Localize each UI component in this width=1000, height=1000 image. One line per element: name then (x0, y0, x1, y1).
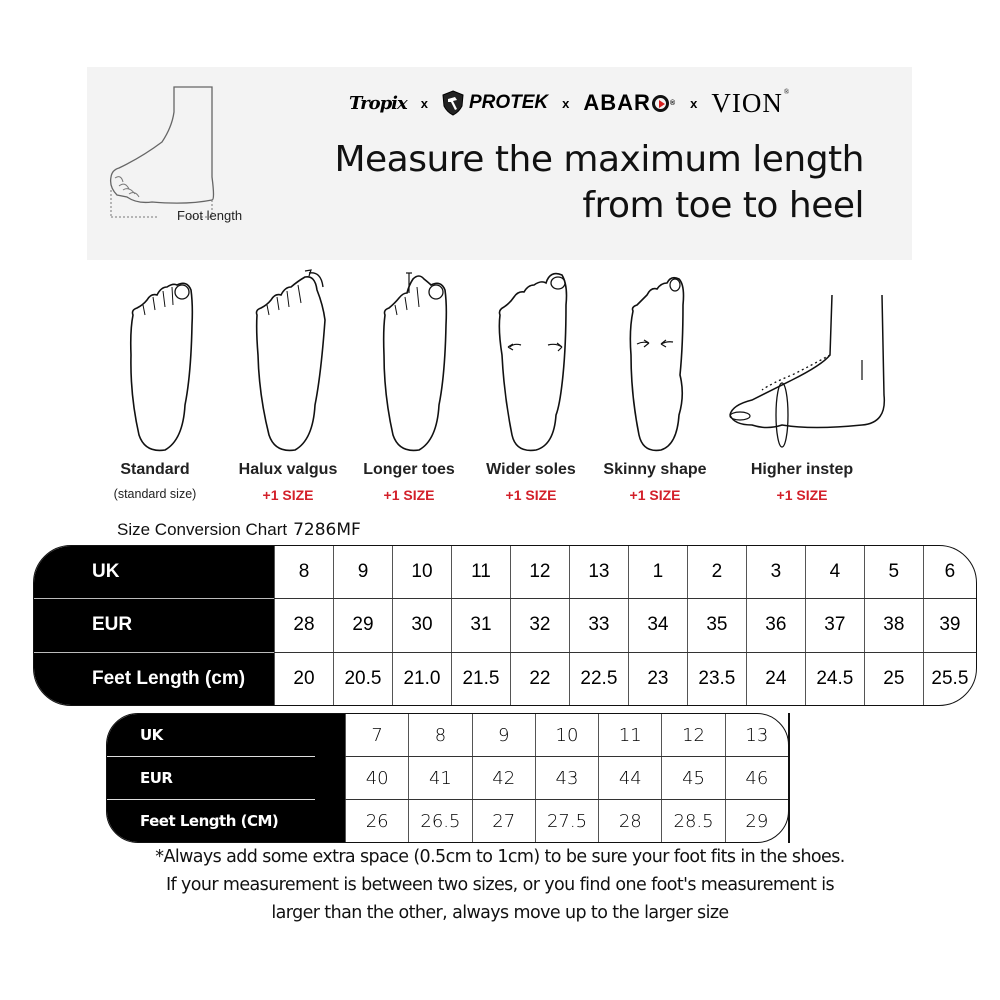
foot-standard-icon (115, 265, 195, 455)
table-cell: 28 (598, 800, 661, 842)
table-row-length (274, 653, 976, 705)
table-cell: 8 (274, 546, 333, 598)
table-cell: 24 (746, 653, 805, 705)
table-cell: 9 (333, 546, 392, 598)
table-cell: 27.5 (535, 800, 598, 842)
table-cell: 12 (661, 714, 724, 756)
headline-line-2: from toe to heel (582, 185, 864, 226)
table-cell: 45 (661, 757, 724, 799)
table-cell: 1 (628, 546, 687, 598)
table-cell: 3 (746, 546, 805, 598)
table-cell: 21.5 (451, 653, 510, 705)
table-cell: 43 (535, 757, 598, 799)
row-header-length: Feet Length (cm) (92, 667, 246, 689)
foot-type-name: Standard (120, 461, 190, 478)
table-cell: 2 (687, 546, 746, 598)
foot-type-note: +1 SIZE (262, 487, 314, 503)
play-icon (652, 95, 669, 112)
foot-type-note: (standard size) (113, 487, 197, 501)
table-cell: 26 (345, 800, 408, 842)
brand-separator: x (420, 95, 428, 111)
table-cell: 4 (805, 546, 864, 598)
foot-type-standard (100, 265, 210, 501)
table-cell: 22 (510, 653, 569, 705)
foot-type-halux-valgus (228, 265, 348, 503)
row-header-eur: EUR (34, 599, 274, 652)
foot-type-name: Higher instep (750, 461, 854, 478)
note-line-2: If your measurement is between two sizes, or you find one foot's measurement is (165, 875, 835, 895)
table-cell: 44 (598, 757, 661, 799)
foot-halux-valgus-icon (243, 265, 333, 455)
table-cell: 23.5 (687, 653, 746, 705)
table-cell: 10 (535, 714, 598, 756)
row-header-uk: UK (107, 714, 315, 757)
table-cell: 20 (274, 653, 333, 705)
table-cell: 26.5 (408, 800, 471, 842)
table-cell: 28.5 (661, 800, 724, 842)
brand-vion-logo: VION® (711, 87, 791, 118)
table-cell: 30 (392, 599, 451, 651)
table-row-eur (274, 599, 976, 652)
brand-separator: x (562, 95, 570, 111)
table-row-headers (34, 546, 274, 705)
table-cell: 36 (746, 599, 805, 651)
table-cell: 40 (345, 757, 408, 799)
brand-protek-logo (442, 90, 548, 116)
note-line-1: *Always add some extra space (0.5cm to 1cm) to be sure your foot fits in the shoes. (155, 847, 845, 867)
table-cell: 20.5 (333, 653, 392, 705)
table-cell: 11 (598, 714, 661, 756)
table-row-eur (345, 757, 788, 800)
table-body (345, 714, 788, 842)
foot-wider-soles-icon (486, 265, 576, 455)
table-cell: 41 (408, 757, 471, 799)
model-code: 7286MF (293, 520, 361, 540)
table-row-length (345, 800, 788, 842)
table-cell: 9 (472, 714, 535, 756)
table-cell: 29 (333, 599, 392, 651)
table-cell: 27 (472, 800, 535, 842)
table-cell: 29 (725, 800, 788, 842)
chart-title-text: Size Conversion Chart (117, 520, 288, 539)
row-header-uk: UK (34, 546, 274, 599)
table-cell: 32 (510, 599, 569, 651)
foot-longer-toes-icon (369, 265, 449, 455)
table-cell: 23 (628, 653, 687, 705)
foot-length-label: Foot length (177, 208, 243, 223)
size-table-adult (106, 713, 789, 843)
foot-type-name: Halux valgus (238, 461, 338, 478)
table-cell: 6 (923, 546, 976, 598)
table-cell: 25 (864, 653, 923, 705)
brand-abaro-logo: ABAR ® (583, 90, 677, 115)
table-cell: 37 (805, 599, 864, 651)
table-row-headers (107, 714, 345, 842)
foot-type-note: +1 SIZE (776, 487, 828, 503)
foot-type-wider-soles (472, 265, 590, 503)
table-cell: 28 (274, 599, 333, 651)
foot-type-name: Longer toes (363, 461, 455, 478)
table-cell: 21.0 (392, 653, 451, 705)
table-cell: 31 (451, 599, 510, 651)
table-cell: 34 (628, 599, 687, 651)
table-cell: 38 (864, 599, 923, 651)
brand-abaro-text: ABAR (583, 90, 651, 115)
shield-hammer-icon (442, 90, 464, 116)
foot-type-higher-instep (712, 265, 892, 503)
table-cell: 22.5 (569, 653, 628, 705)
size-table-kids (33, 545, 977, 706)
headline-line-1: Measure the maximum length (334, 139, 864, 180)
table-cell: 24.5 (805, 653, 864, 705)
brand-logos (349, 81, 889, 125)
foot-type-name: Skinny shape (603, 461, 707, 478)
foot-higher-instep-icon (712, 265, 892, 455)
header-panel (87, 67, 912, 260)
brand-protek-text: PROTEK (468, 92, 549, 113)
sizing-notes (40, 843, 960, 927)
table-cell: 33 (569, 599, 628, 651)
table-cell: 13 (569, 546, 628, 598)
row-header-eur: EUR (107, 757, 315, 800)
table-cell: 8 (408, 714, 471, 756)
foot-skinny-shape-icon (615, 265, 695, 455)
note-line-3: larger than the other, always move up to the larger size (271, 903, 729, 923)
table-cell: 10 (392, 546, 451, 598)
brand-tropix-logo: Tropix (349, 92, 407, 114)
foot-type-skinny-shape (592, 265, 718, 503)
foot-type-note: +1 SIZE (383, 487, 435, 503)
row-header-length: Feet Length (CM) (140, 812, 279, 830)
table-cell: 42 (472, 757, 535, 799)
table-cell: 11 (451, 546, 510, 598)
headline (334, 137, 864, 229)
table-cell: 46 (725, 757, 788, 799)
foot-type-note: +1 SIZE (629, 487, 681, 503)
foot-types-row (0, 265, 1000, 515)
table-row-uk (274, 546, 976, 599)
foot-type-note: +1 SIZE (505, 487, 557, 503)
table-body (274, 546, 976, 705)
foot-type-name: Wider soles (486, 461, 576, 478)
table-cell: 13 (725, 714, 788, 756)
brand-separator: x (690, 95, 698, 111)
table-cell: 5 (864, 546, 923, 598)
table-edge-rule (788, 713, 790, 843)
table-cell: 39 (923, 599, 976, 651)
chart-title (117, 520, 361, 540)
foot-type-longer-toes (350, 265, 468, 503)
table-cell: 7 (345, 714, 408, 756)
table-cell: 25.5 (923, 653, 976, 705)
table-cell: 12 (510, 546, 569, 598)
table-row-uk (345, 714, 788, 757)
table-cell: 35 (687, 599, 746, 651)
